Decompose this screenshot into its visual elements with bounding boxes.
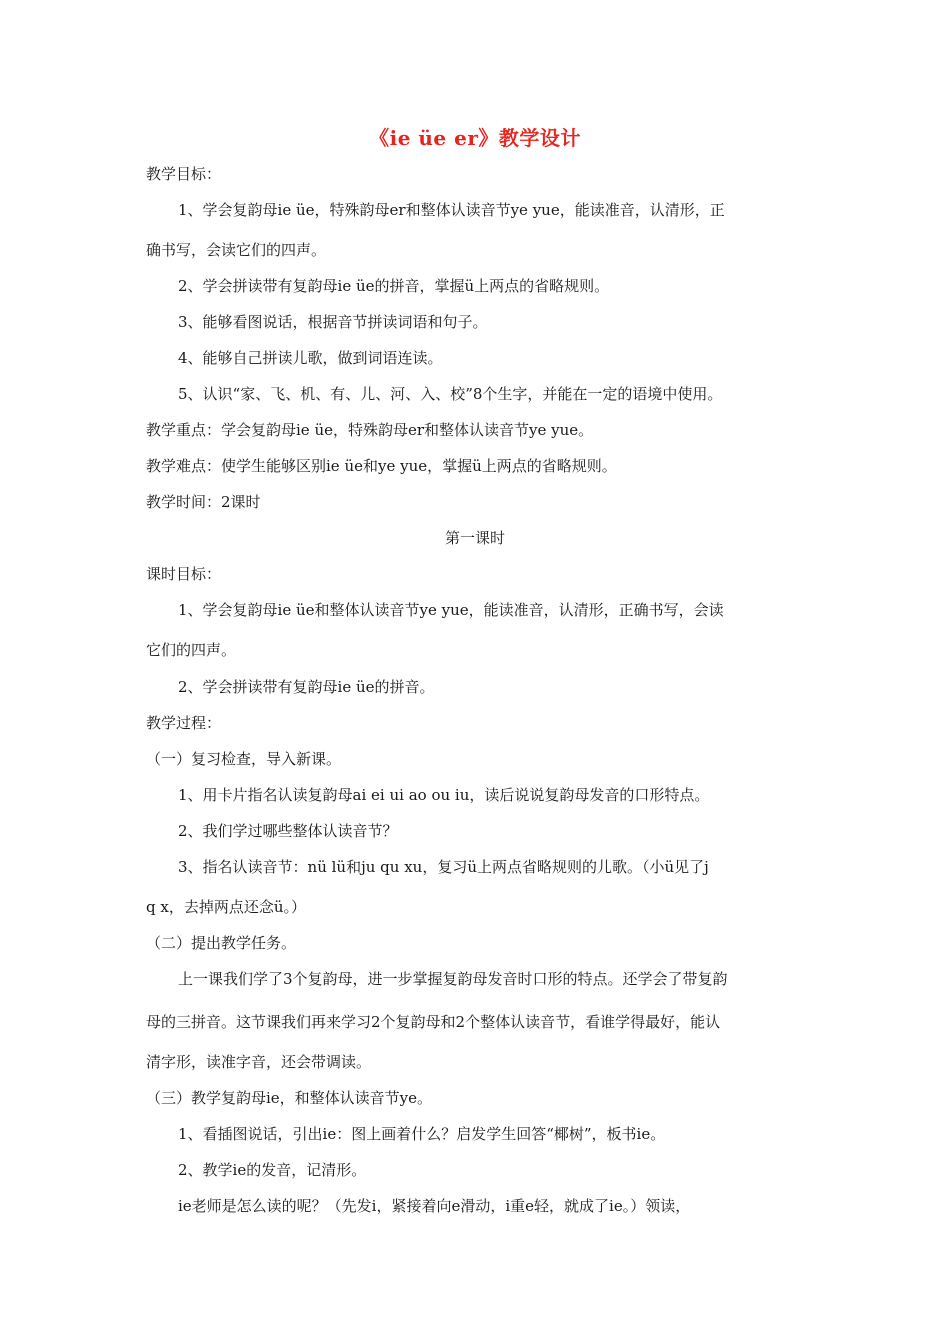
section-heading-objectives: 教学目标： <box>146 165 222 183</box>
paragraph-line: 3、能够看图说话，根据音节拼读词语和句子。 <box>178 313 488 331</box>
paragraph-line: 1、学会复韵母ie üe和整体认读音节ye yue，能读准音，认清形，正确书写，会读 <box>178 601 724 619</box>
teaching-time-line: 教学时间：2课时 <box>146 493 261 511</box>
paragraph-line: 4、能够自己拼读儿歌，做到词语连读。 <box>178 349 443 367</box>
subsection-heading: （一）复习检查，导入新课。 <box>146 750 342 768</box>
paragraph-line: 上一课我们学了3个复韵母，进一步掌握复韵母发音时口形的特点。还学会了带复韵 <box>178 970 728 988</box>
section-heading-process: 教学过程： <box>146 714 222 732</box>
paragraph-line: 2、学会拼读带有复韵母ie üe的拼音。 <box>178 678 435 696</box>
difficulties-line: 教学难点：使学生能够区别ie üe和ye yue，掌握ü上两点的省略规则。 <box>146 457 617 475</box>
paragraph-line: 母的三拼音。这节课我们再来学习2个复韵母和2个整体认读音节，看谁学得最好，能认 <box>146 1013 721 1031</box>
paragraph-line: 2、我们学过哪些整体认读音节？ <box>178 822 398 840</box>
paragraph-line: 清字形，读准字音，还会带调读。 <box>146 1053 372 1071</box>
paragraph-line: 确书写，会读它们的四声。 <box>146 241 327 259</box>
paragraph-line: 它们的四声。 <box>146 641 237 659</box>
paragraph-line: 1、学会复韵母ie üe，特殊韵母er和整体认读音节ye yue，能读准音，认清形，正 <box>178 201 725 219</box>
key-points-line: 教学重点：学会复韵母ie üe，特殊韵母er和整体认读音节ye yue。 <box>146 421 594 439</box>
paragraph-line: 3、指名认读音节：nü lü和ju qu xu，复习ü上两点省略规则的儿歌。（小ü见了j <box>178 858 709 876</box>
paragraph-line: ie老师是怎么读的呢？（先发i，紧接着向e滑动，i重e轻，就成了ie。）领读， <box>178 1197 691 1215</box>
paragraph-line: 2、教学ie的发音，记清形。 <box>178 1161 367 1179</box>
paragraph-line: 1、用卡片指名认读复韵母ai ei ui ao ou iu，读后说说复韵母发音的口形特点。 <box>178 786 710 804</box>
paragraph-line: 5、认识“家、飞、机、有、儿、河、入、校”8个生字，并能在一定的语境中使用。 <box>178 385 723 403</box>
paragraph-line: 1、看插图说话，引出ie：图上画着什么？启发学生回答“椰树”，板书ie。 <box>178 1125 666 1143</box>
paragraph-line: 2、学会拼读带有复韵母ie üe的拼音，掌握ü上两点的省略规则。 <box>178 277 610 295</box>
lesson-heading: 第一课时 <box>444 529 505 547</box>
document-title: 《ie üe er》教学设计 <box>369 126 581 150</box>
section-heading-lesson-objectives: 课时目标： <box>146 565 222 583</box>
subsection-heading: （三）教学复韵母ie，和整体认读音节ye。 <box>146 1089 433 1107</box>
subsection-heading: （二）提出教学任务。 <box>146 934 297 952</box>
paragraph-line: q x，去掉两点还念ü。） <box>146 898 306 916</box>
